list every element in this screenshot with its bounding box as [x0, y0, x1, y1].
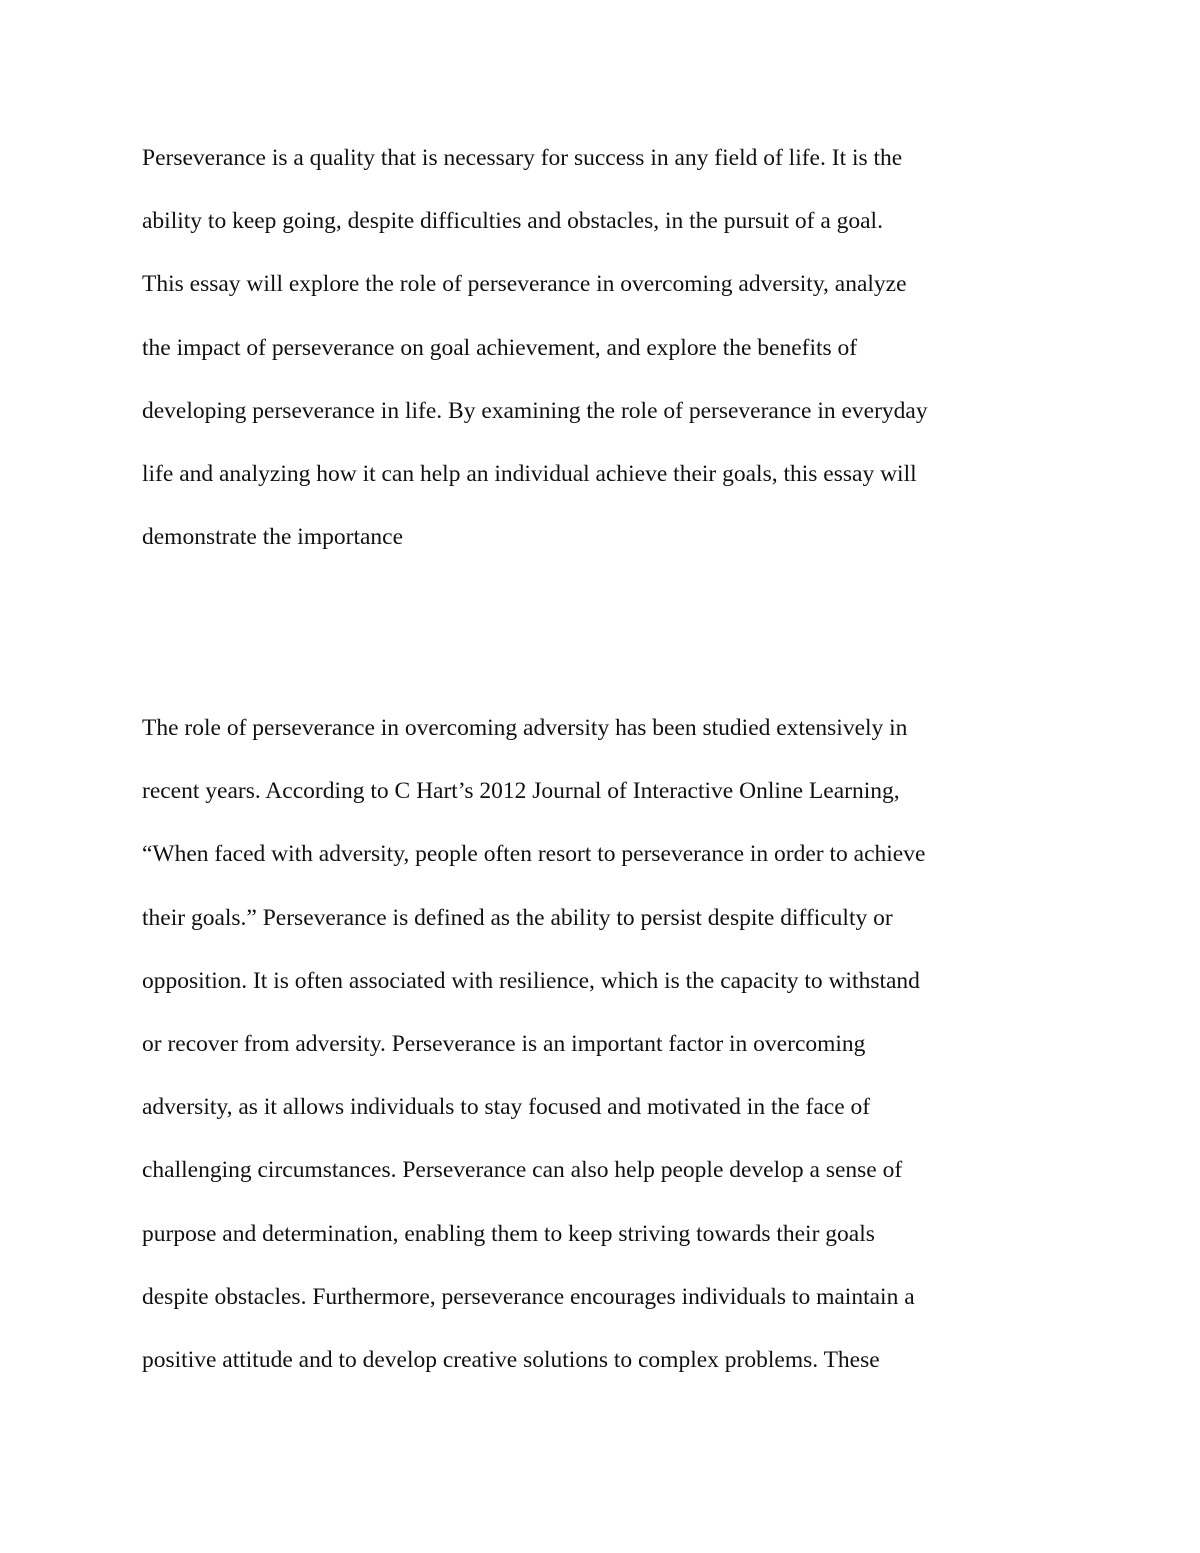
text-line: The role of perseverance in overcoming adversity has been studied extensively in [142, 715, 908, 741]
text-line: demonstrate the importance [142, 524, 404, 551]
paragraph-body [142, 705, 1082, 1400]
text-line: challenging circumstances. Perseverance can also help people develop a sense of [142, 1157, 903, 1184]
text-line: the impact of perseverance on goal achievement, and explore the benefits of [142, 334, 858, 361]
text-line: despite obstacles. Furthermore, perseverance encourages individuals to maintain a [142, 1283, 915, 1310]
text-line: adversity, as it allows individuals to stay focused and motivated in the face of [142, 1094, 871, 1121]
text-line: purpose and determination, enabling them to keep striving towards their goals [142, 1220, 875, 1247]
paragraph-introduction [142, 135, 1082, 577]
text-line: or recover from adversity. Perseverance is an important factor in overcoming [142, 1030, 866, 1057]
text-line: recent years. According to C Hart’s 2012 Journal of Interactive Online Learning, [142, 778, 900, 805]
text-line: developing perseverance in life. By examining the role of perseverance in everyday [142, 397, 928, 424]
text-line: positive attitude and to develop creative solutions to complex problems. These [142, 1346, 880, 1373]
text-line: opposition. It is often associated with resilience, which is the capacity to withstand [142, 967, 920, 994]
text-line: Perseverance is a quality that is necessary for success in any field of life. It is the [142, 145, 903, 171]
text-line: ability to keep going, despite difficulties and obstacles, in the pursuit of a goal. [142, 208, 883, 235]
text-line: life and analyzing how it can help an individual achieve their goals, this essay will [142, 460, 917, 487]
text-line: This essay will explore the role of perseverance in overcoming adversity, analyze [142, 271, 907, 298]
text-line: their goals.” Perseverance is defined as the ability to persist despite difficulty or [142, 904, 893, 931]
text-line: “When faced with adversity, people often resort to perseverance in order to achieve [142, 841, 926, 868]
